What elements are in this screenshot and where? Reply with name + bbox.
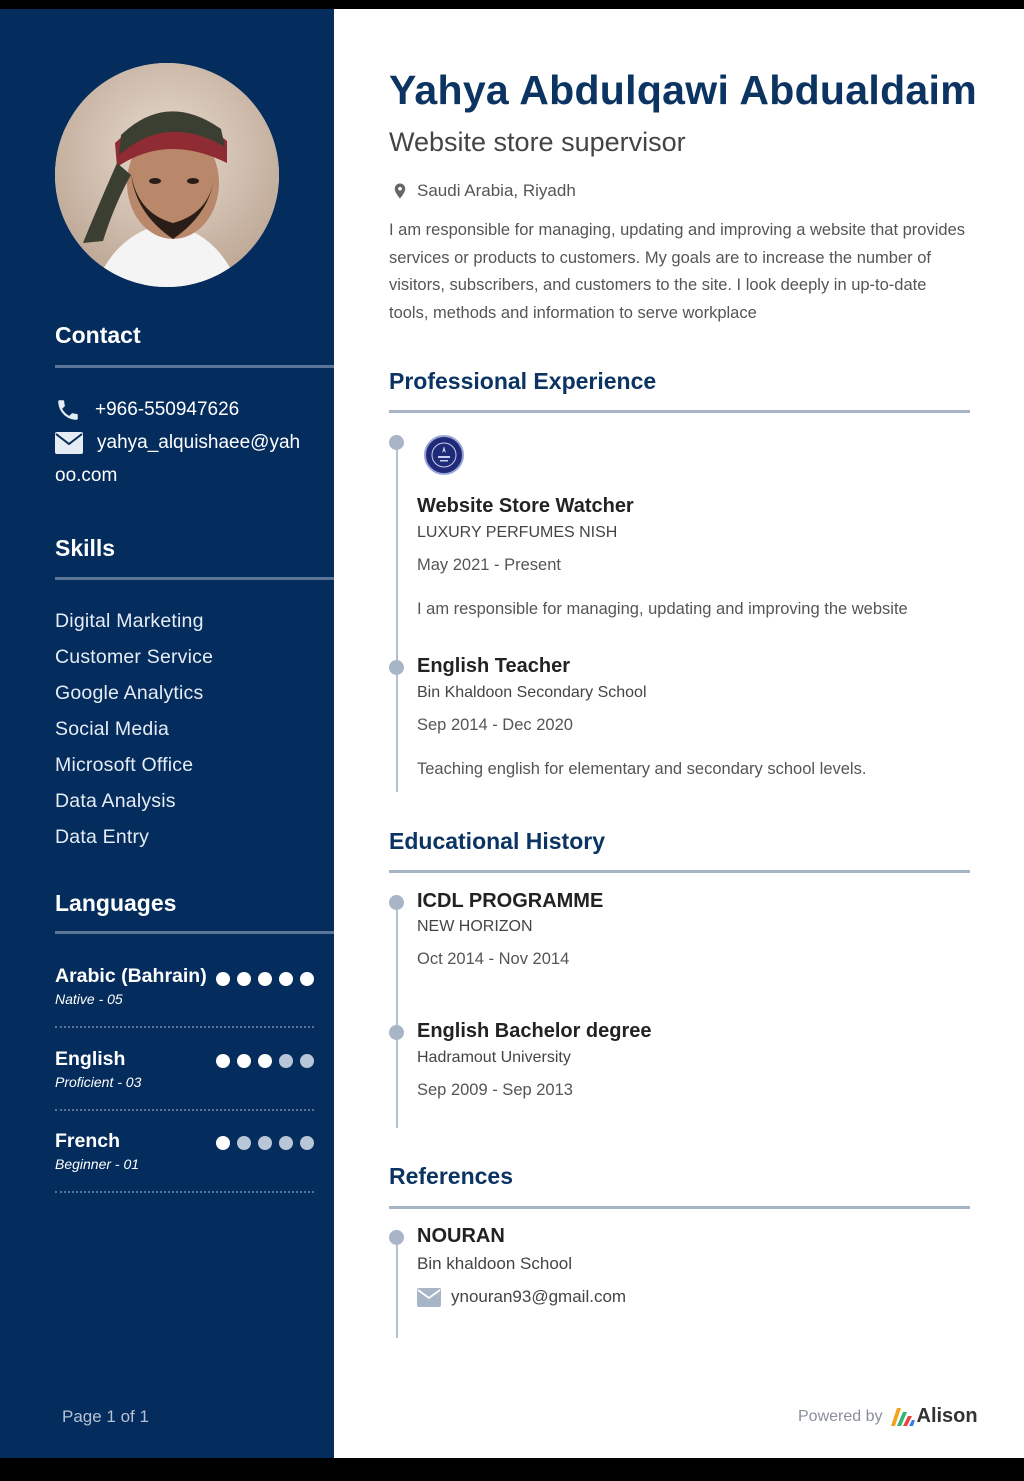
rating-dot-empty	[237, 1136, 251, 1150]
references-divider	[389, 1206, 970, 1209]
education-timeline	[396, 902, 398, 1128]
location-pin-icon	[391, 181, 409, 201]
resume-page	[0, 9, 1024, 1458]
skill-item: Customer Service	[55, 646, 214, 668]
company-logo	[424, 435, 464, 475]
language-divider	[55, 1026, 314, 1028]
page-number: Page 1 of 1	[62, 1407, 149, 1426]
language-level: Native - 05	[55, 991, 123, 1007]
timeline-dot	[389, 1025, 404, 1040]
institution-name: NEW HORIZON	[417, 918, 533, 935]
language-name: Arabic (Bahrain)	[55, 965, 207, 987]
timeline-dot	[389, 895, 404, 910]
rating-dot-empty	[279, 1136, 293, 1150]
languages-divider	[55, 931, 334, 934]
phone-icon	[55, 397, 81, 423]
rating-dot-filled	[216, 972, 230, 986]
education-dates: Oct 2014 - Nov 2014	[417, 950, 570, 968]
reference-email[interactable]: ynouran93@gmail.com	[451, 1287, 627, 1306]
education-title: ICDL PROGRAMME	[417, 890, 604, 912]
job-dates: Sep 2014 - Dec 2020	[417, 716, 573, 734]
rating-dot-filled	[216, 1054, 230, 1068]
job-title: English Teacher	[417, 655, 571, 677]
education-divider	[389, 870, 970, 873]
alison-mark-icon	[891, 1408, 915, 1426]
references-heading: References	[389, 1163, 514, 1189]
language-level: Beginner - 01	[55, 1156, 140, 1172]
reference-organization: Bin khaldoon School	[417, 1254, 573, 1273]
language-name: English	[55, 1048, 126, 1070]
candidate-role: Website store supervisor	[389, 127, 686, 157]
rating-dot-filled	[258, 1054, 272, 1068]
powered-by-label: Powered by	[798, 1407, 883, 1425]
skill-item: Data Analysis	[55, 790, 176, 812]
skills-divider	[55, 577, 334, 580]
skill-item: Digital Marketing	[55, 610, 204, 632]
rating-dot-filled	[237, 1054, 251, 1068]
rating-dot-filled	[237, 972, 251, 986]
phone-number[interactable]: +966-550947626	[95, 399, 240, 420]
timeline-dot	[389, 1230, 404, 1245]
skill-item: Data Entry	[55, 826, 150, 848]
job-description: I am responsible for managing, updating and improving the website	[417, 600, 908, 618]
mail-icon	[55, 432, 83, 454]
language-name: French	[55, 1130, 121, 1152]
rating-dot-filled	[279, 972, 293, 986]
education-heading: Educational History	[389, 828, 605, 854]
experience-heading: Professional Experience	[389, 368, 657, 394]
location	[391, 181, 576, 201]
language-level: Proficient - 03	[55, 1074, 142, 1090]
email-row	[55, 432, 300, 487]
experience-timeline	[396, 442, 398, 792]
email-line-2[interactable]: oo.com	[55, 465, 118, 486]
language-rating	[216, 972, 314, 986]
alison-logo[interactable]	[891, 1405, 978, 1428]
contact-heading: Contact	[55, 322, 141, 348]
mail-icon	[417, 1288, 441, 1307]
timeline-dot	[389, 435, 404, 450]
timeline-dot	[389, 660, 404, 675]
rating-dot-filled	[300, 972, 314, 986]
job-title: Website Store Watcher	[417, 495, 634, 517]
alison-brand: Alison	[916, 1405, 978, 1427]
company-name: LUXURY PERFUMES NISH	[417, 524, 618, 541]
candidate-name: Yahya Abdulqawi Abdualdaim	[389, 67, 977, 113]
location-text: Saudi Arabia, Riyadh	[417, 181, 576, 200]
education-title: English Bachelor degree	[417, 1020, 652, 1042]
skills-heading: Skills	[55, 535, 116, 561]
profile-summary: I am responsible for managing, updating and improving a website that provides services or products to customers. My goals are to increase the number of visitors, subscribers, and customers to the site. I look deeply in up-to-date tools, methods and information to serve workplace	[389, 221, 966, 322]
rating-dot-filled	[258, 972, 272, 986]
language-rating	[216, 1054, 314, 1068]
rating-dot-filled	[216, 1136, 230, 1150]
phone-row	[55, 397, 239, 423]
references-timeline	[396, 1237, 398, 1338]
profile-photo	[55, 63, 279, 287]
rating-dot-empty	[300, 1054, 314, 1068]
reference-name: NOURAN	[417, 1225, 505, 1247]
language-divider	[55, 1109, 314, 1111]
rating-dot-empty	[258, 1136, 272, 1150]
job-description: Teaching english for elementary and secondary school levels.	[417, 760, 867, 778]
rating-dot-empty	[279, 1054, 293, 1068]
languages-heading: Languages	[55, 890, 177, 916]
sidebar	[0, 9, 334, 1458]
rating-dot-empty	[300, 1136, 314, 1150]
language-rating	[216, 1136, 314, 1150]
institution-name: Hadramout University	[417, 1049, 571, 1066]
education-dates: Sep 2009 - Sep 2013	[417, 1081, 573, 1099]
job-dates: May 2021 - Present	[417, 556, 561, 574]
reference-email-row	[417, 1287, 626, 1307]
email-line-1[interactable]: yahya_alquishaee@yah	[97, 432, 301, 453]
skill-item: Social Media	[55, 718, 170, 740]
language-divider	[55, 1191, 314, 1193]
company-name: Bin Khaldoon Secondary School	[417, 684, 647, 701]
experience-divider	[389, 410, 970, 413]
skill-item: Microsoft Office	[55, 754, 194, 776]
skill-item: Google Analytics	[55, 682, 204, 704]
contact-divider	[55, 365, 334, 368]
powered-by	[798, 1405, 978, 1428]
